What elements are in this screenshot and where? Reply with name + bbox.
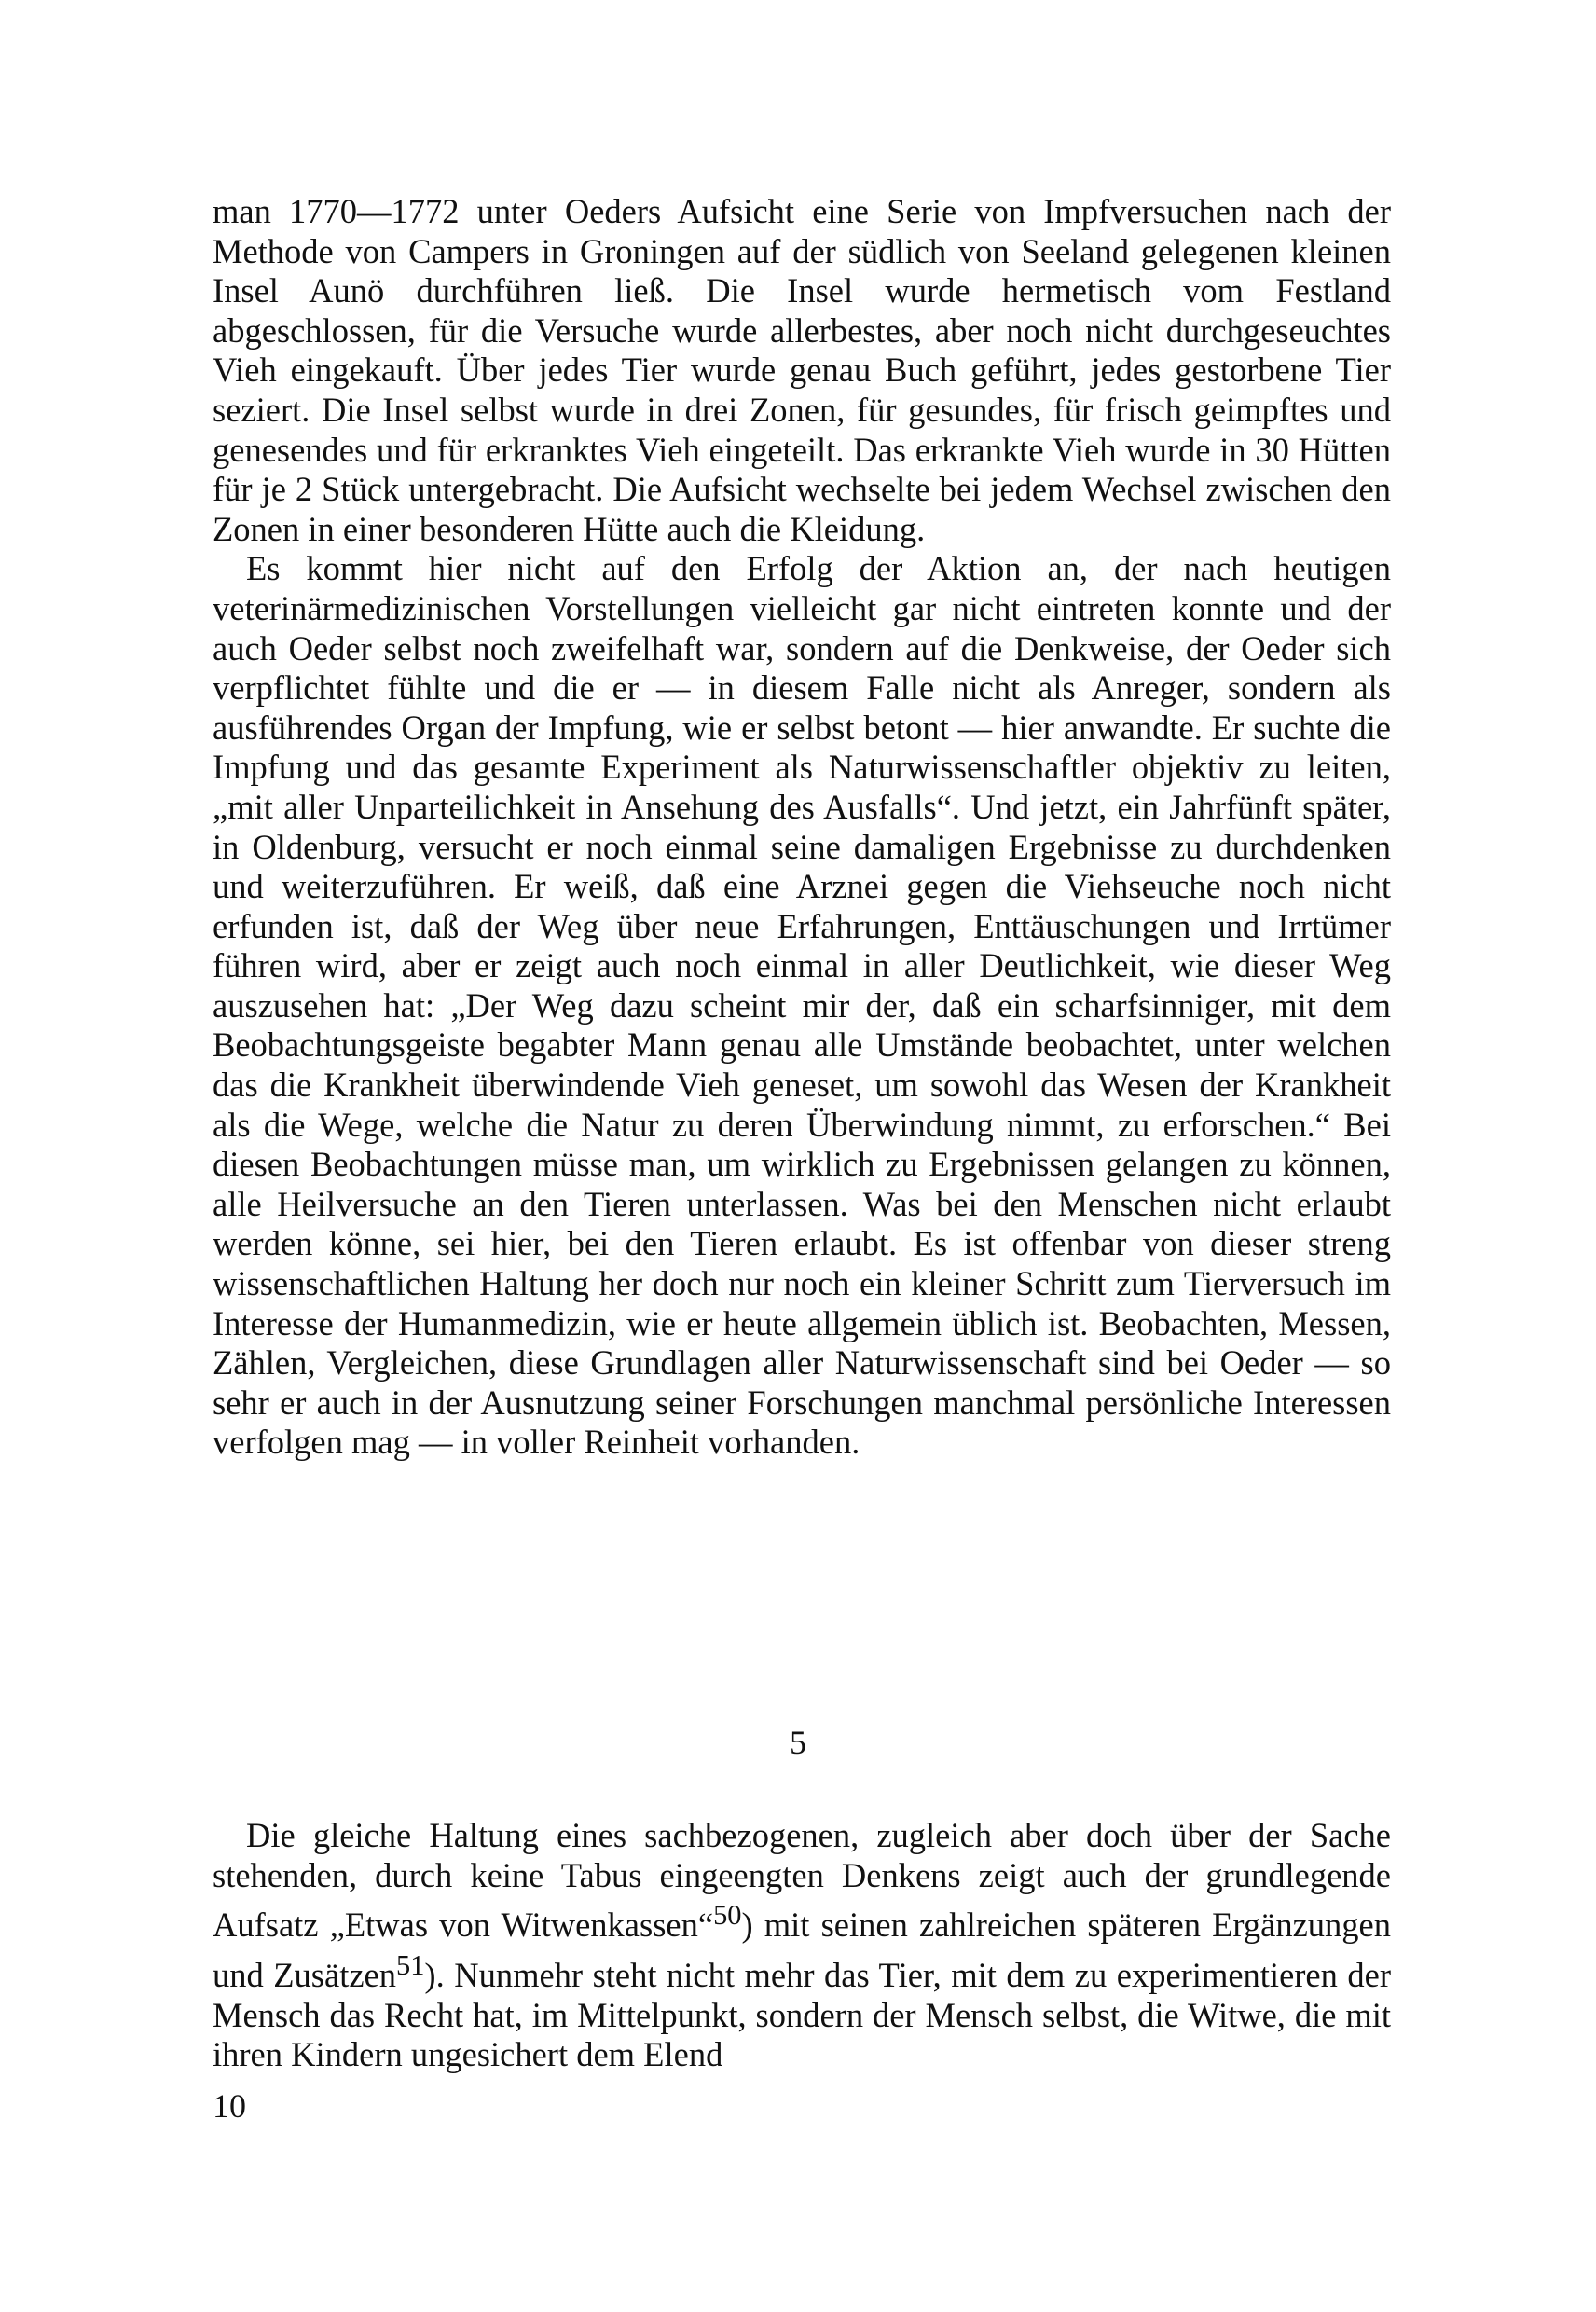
paragraph-3 (213, 1816, 1391, 2075)
paragraph-1: man 1770—1772 unter Oeders Aufsicht eine Serie von Impfversuchen nach der Methode von Campers in Groningen auf der südlich von Seeland gelegenen kleinen Insel Aunö durchführen ließ. Die Insel wurde hermetisch vom Festland abgeschlossen, für die Versuche wurde allerbestes, aber noch nicht durchgeseuchtes Vieh eingekauft. Über jedes Tier wurde genau Buch geführt, jedes gestorbene Tier seziert. Die Insel selbst wurde in drei Zonen, für gesundes, für frisch geimpftes und genesendes und für erkranktes Vieh eingeteilt. Das erkrankte Vieh wurde in 30 Hütten für je 2 Stück untergebracht. Die Aufsicht wechselte bei jedem Wechsel zwischen den Zonen in einer besonderen Hütte auch die Kleidung. (213, 192, 1391, 548)
paragraph-2: Es kommt hier nicht auf den Erfolg der Aktion an, der nach heutigen veterinärmedizinischen Vorstellungen vielleicht gar nicht eintreten konnte und der auch Oeder selbst noch zweifelhaft war, sondern auf die Denkweise, der Oeder sich verpflichtet fühlte und die er — in diesem Falle nicht als Anreger, sondern als ausführendes Organ der Impfung, wie er selbst betont — hier anwandte. Er suchte die Impfung und das gesamte Experiment als Naturwissenschaftler objektiv zu leiten, „mit aller Unparteilichkeit in Ansehung des Ausfalls“. Und jetzt, ein Jahrfünft später, in Oldenburg, versucht er noch einmal seine damaligen Ergebnisse zu durchdenken und weiterzuführen. Er weiß, daß eine Arznei gegen die Viehseuche noch nicht erfunden ist, daß der Weg über neue Erfahrungen, Enttäuschungen und Irrtümer führen wird, aber er zeigt auch noch einmal in aller Deutlichkeit, wie dieser Weg auszusehen hat: „Der Weg dazu scheint mir der, daß ein scharfsinniger, mit dem Beobachtungsgeiste begabter Mann genau alle Umstände beobachtet, unter welchen das die Krankheit überwindende Vieh geneset, um sowohl das Wesen der Krankheit als die Wege, welche die Natur zu deren Überwindung nimmt, zu erforschen.“ Bei diesen Beobachtungen müsse man, um wirklich zu Ergebnissen gelangen zu können, alle Heilversuche an den Tieren unterlassen. Was bei den Menschen nicht erlaubt werden könne, sei hier, bei den Tieren erlaubt. Es ist offenbar von dieser streng wissenschaftlichen Haltung her doch nur noch ein kleiner Schritt zum Tierversuch im Interesse der Humanmedizin, wie er heute allgemein üblich ist. Beobachten, Messen, Zählen, Vergleichen, diese Grundlagen aller Naturwissenschaft sind bei Oeder — so sehr er auch in der Ausnutzung seiner Forschungen manchmal persönliche Interessen verfolgen mag — in voller Reinheit vorhanden. (213, 549, 1391, 1462)
paragraph-3-part-1: Die gleiche Haltung eines sachbezogenen, zugleich aber doch über der Sache stehenden, durch keine Tabus eingeengten Denkens zeigt auch der grundlegende Aufsatz „Etwas von Witwenkassen“ (213, 1816, 1391, 1945)
footnote-ref-50: 50 (713, 1899, 742, 1932)
page-number: 10 (213, 2087, 246, 2125)
section-text-block (213, 1816, 1391, 2075)
paragraph-3-part-3: ). Nunmehr steht nicht mehr das Tier, mit dem zu experimentieren der Mensch das Recht hat, im Mittelpunkt, sondern der Mensch selbst, die Witwe, die mit ihren Kindern ungesichert dem Elend (213, 1956, 1391, 2074)
footnote-ref-51: 51 (396, 1948, 425, 1981)
paragraph-3-part-2: ) mit seinen zahlreichen späteren Ergänzungen und Zusätzen (213, 1906, 1391, 1995)
main-text-block (213, 192, 1391, 1463)
section-number: 5 (790, 1724, 806, 1761)
